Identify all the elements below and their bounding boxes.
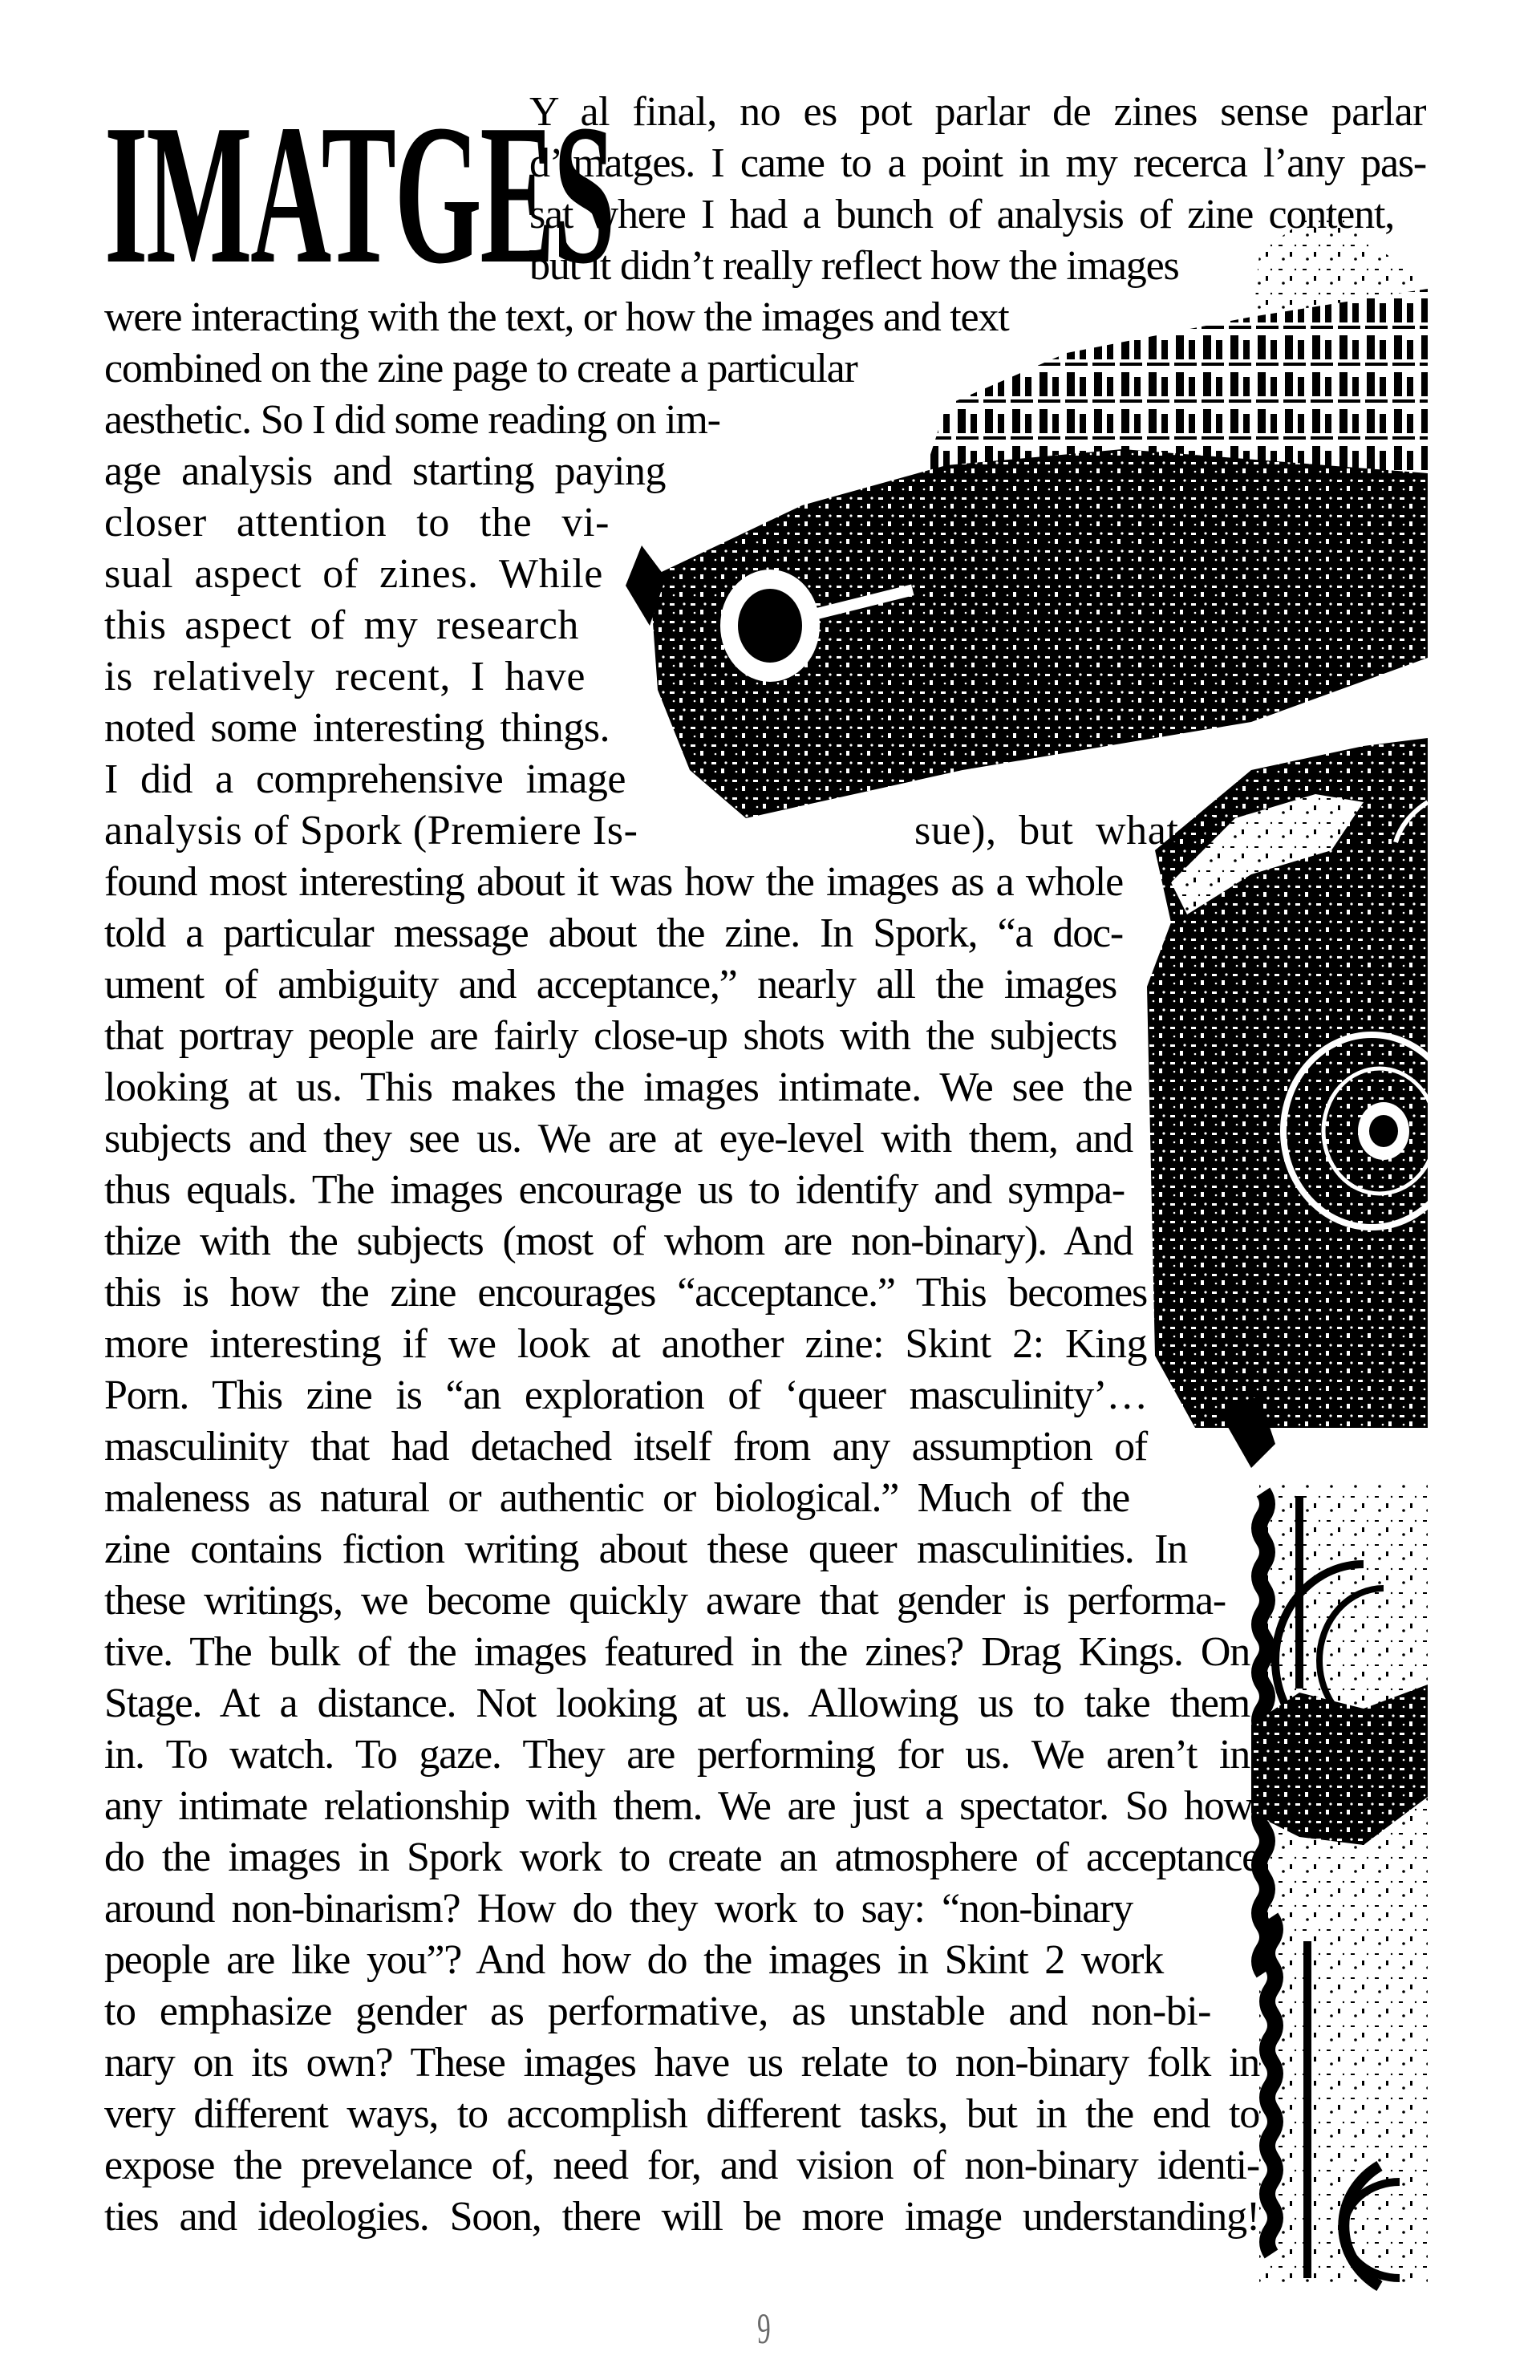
text-line: masculinity that had detached itself from any assumption of — [104, 1424, 1147, 1470]
text-line: ties and ideologies. Soon, there will be more image understanding! — [104, 2194, 1259, 2240]
text-line: Porn. This zine is “an exploration of ‘queer masculinity’… — [104, 1372, 1147, 1418]
text-line: this is how the zine encourages “acceptance.” This becomes — [104, 1270, 1147, 1316]
text-line: these writings, we become quickly aware that gender is performa- — [104, 1578, 1226, 1624]
text-line: is relatively recent, I have — [104, 654, 586, 699]
text-line: do the images in Spork work to create an atmosphere of acceptance — [104, 1835, 1259, 1880]
text-line: nary on its own? These images have us relate to non-binary folk in — [104, 2040, 1259, 2086]
text-line: I did a comprehensive image — [104, 756, 626, 802]
text-line: but it didn’t really reflect how the images — [529, 243, 1179, 289]
text-line: very different ways, to accomplish different tasks, but in the end to — [104, 2091, 1259, 2137]
text-line: that portray people are fairly close-up shots with the subjects — [104, 1013, 1116, 1059]
text-line: sue), but what I — [914, 808, 1215, 853]
text-line: this aspect of my research — [104, 602, 579, 648]
text-line: aesthetic. So I did some reading on im- — [104, 397, 720, 443]
text-line: Y al final, no es pot parlar de zines sense parlar — [529, 89, 1426, 135]
text-line: sual aspect of zines. While — [104, 551, 603, 597]
text-line: thize with the subjects (most of whom are non-binary). And — [104, 1218, 1133, 1264]
text-line: expose the prevelance of, need for, and vision of non-binary identi- — [104, 2143, 1259, 2188]
text-line: more interesting if we look at another zine: Skint 2: King — [104, 1321, 1147, 1367]
page-title: IMATGES — [104, 83, 614, 306]
text-line: thus equals. The images encourage us to identify and sympa- — [104, 1167, 1125, 1213]
text-line: around non-binarism? How do they work to say: “non-binary — [104, 1886, 1133, 1932]
text-line: sat where I had a bunch of analysis of zine content, — [529, 192, 1394, 237]
text-line: to emphasize gender as performative, as unstable and non-bi- — [104, 1989, 1211, 2034]
text-line: any intimate relationship with them. We are just a spectator. So how — [104, 1783, 1253, 1829]
text-line: in. To watch. To gaze. They are performing for us. We aren’t in — [104, 1732, 1250, 1778]
text-line: people are like you”? And how do the images in Skint 2 work — [104, 1937, 1163, 1983]
text-line: noted some interesting things. — [104, 705, 610, 751]
text-line: subjects and they see us. We are at eye-level with them, and — [104, 1116, 1133, 1162]
text-line: were interacting with the text, or how the images and text — [104, 294, 1009, 340]
text-line: closer attention to the vi- — [104, 500, 610, 545]
text-line: zine contains fiction writing about these queer masculinities. In — [104, 1527, 1187, 1572]
page-number: 9 — [757, 2305, 771, 2353]
text-line: Stage. At a distance. Not looking at us. Allowing us to take them — [104, 1681, 1250, 1726]
text-line: maleness as natural or authentic or biological.” Much of the — [104, 1475, 1129, 1521]
text-line: ument of ambiguity and acceptance,” nearly all the images — [104, 962, 1116, 1008]
text-line: combined on the zine page to create a particular — [104, 346, 857, 391]
text-line: told a particular message about the zine. In Spork, “a doc- — [104, 910, 1123, 956]
text-line: d’imatges. I came to a point in my recerca l’any pas- — [529, 140, 1426, 186]
text-line: tive. The bulk of the images featured in the zines? Drag Kings. On — [104, 1629, 1250, 1675]
text-line: age analysis and starting paying — [104, 448, 666, 494]
text-line: analysis of Spork (Premiere Is- — [104, 808, 638, 853]
text-line: looking at us. This makes the images intimate. We see the — [104, 1064, 1133, 1110]
text-line: found most interesting about it was how the images as a whole — [104, 859, 1123, 905]
